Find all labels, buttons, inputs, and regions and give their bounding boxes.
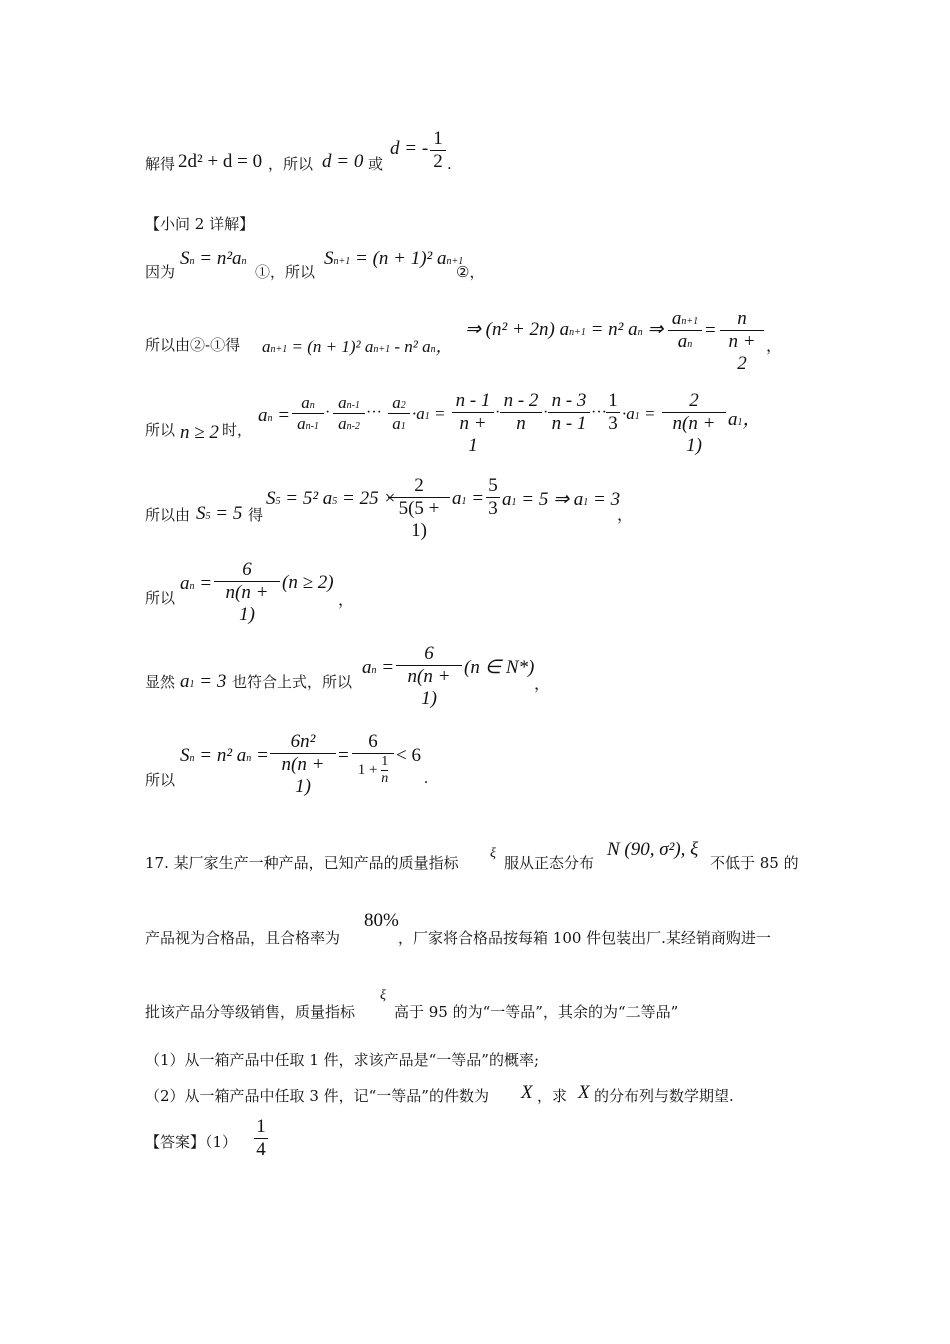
math-expression: ⇒ (n² + 2n) a: [465, 319, 570, 340]
text-period: .: [424, 770, 428, 787]
math-S: S: [266, 488, 276, 509]
fraction-answer: [254, 1116, 268, 1161]
math-condition: n ≥ 2: [180, 422, 219, 443]
fraction-6-nn1: [214, 559, 280, 626]
question-text: ，厂家将合格品按每箱 100 件包装出厂.某经销商购进一: [398, 929, 771, 947]
text-suoyi: 所以: [145, 421, 176, 439]
question-text: 不低于 85 的: [710, 854, 799, 872]
fraction-denominator: n(n + 1): [407, 666, 451, 709]
fraction-chain-2: [333, 393, 365, 434]
math-subscript: n: [246, 753, 252, 764]
math-rhs: = 5: [215, 503, 243, 524]
math-equals: =: [338, 745, 349, 766]
text-xianran: [145, 672, 175, 692]
math-subscript: n+1: [270, 344, 288, 355]
math-a1-term: ·a1 =: [412, 404, 446, 423]
math-subscript: 1: [634, 411, 640, 422]
fraction-denominator: a: [677, 331, 688, 352]
math-implies: [465, 318, 663, 341]
math-dots: [366, 404, 382, 422]
fraction-chain-6: [548, 390, 590, 435]
math-subscript: n-1: [305, 421, 319, 432]
math-diff: an+1 = (n + 1)² an+1 - n² an，: [262, 337, 453, 356]
text-obviously: 显然: [145, 673, 176, 691]
math-sn-last: Sn = n² an =: [180, 745, 269, 766]
math-subscript: n-1: [346, 400, 360, 411]
math-rhs: = n² a: [590, 319, 638, 340]
math-subscript: n: [189, 581, 195, 592]
fraction-numerator: n: [737, 308, 747, 329]
math-arrow: ⇒: [647, 319, 664, 340]
fraction-n-n2: [720, 308, 764, 375]
math-subscript: n: [687, 339, 693, 350]
math-rhs: = (n + 1)² a: [291, 337, 374, 356]
math-subscript: 5: [275, 496, 281, 507]
text-consistent: 也符合上式，所以: [232, 673, 353, 691]
fraction-numerator: a: [338, 393, 347, 412]
math-ellipsis: ···: [366, 404, 382, 421]
math-normal: [607, 839, 698, 861]
math-rhs: = 5² a: [285, 488, 333, 509]
text-get: 得: [248, 506, 264, 524]
text-when: 时，: [222, 421, 253, 439]
math-subscript: n+1: [333, 256, 351, 267]
text-suoyi: 所以: [145, 589, 176, 607]
fraction-denominator: n + 2: [728, 331, 756, 374]
math-subscript: 1: [583, 497, 589, 508]
text-prefix: 所以由②: [145, 336, 206, 354]
math-subscript: n: [309, 400, 315, 411]
circle-2: [456, 262, 484, 282]
math-sn-def: [180, 248, 247, 270]
question-text: （2）从一箱产品中任取 3 件，记“一等品”的件数为: [145, 1087, 489, 1105]
math-cdot: ·: [325, 404, 331, 421]
fraction-numerator: 1: [608, 390, 618, 411]
math-rhs: = n² a: [199, 745, 247, 766]
math-xi: ξ: [490, 846, 496, 861]
text-suoyi-1: [268, 154, 313, 174]
question-text: 高于 95 的为“一等品”，其余的为“二等品”: [394, 1003, 679, 1021]
fraction-6-1n: [352, 731, 394, 787]
fraction-numerator: 2: [414, 475, 424, 496]
math-equals: =: [434, 404, 446, 423]
fraction-chain-1: [292, 393, 324, 434]
fraction-denominator: a: [338, 414, 347, 433]
text-suoyi-9: [145, 770, 175, 790]
math-n-ge-2: [180, 422, 219, 444]
math-equals: =: [471, 488, 485, 509]
text-get: ①得: [210, 336, 241, 354]
text-suoyi: 所以: [145, 771, 176, 789]
fraction-denominator: 2: [433, 151, 443, 172]
math-expression: N (90, σ²), ξ: [607, 839, 699, 860]
math-X: X: [578, 1082, 590, 1103]
fraction-denominator: n: [381, 771, 389, 786]
math-dots: ···: [591, 404, 607, 421]
math-condition: (n ≥ 2): [282, 572, 334, 593]
math-X-1: [521, 1082, 533, 1104]
fraction-numerator: 1: [433, 128, 443, 149]
q17-line-3b: [394, 1002, 678, 1022]
math-subscript: n: [267, 413, 273, 424]
math-xi-2: [380, 988, 386, 1004]
circled-number: ①: [255, 263, 271, 281]
text-shi: [222, 420, 252, 440]
math-a: a: [262, 337, 271, 356]
math-an-eq-2: an =: [362, 657, 395, 678]
math-cond-n-ge-2: [282, 572, 334, 594]
math-s5-calc: [266, 488, 396, 510]
q17-part-1: [145, 1050, 539, 1070]
fraction-denominator: n(n + 1): [281, 754, 325, 797]
text-fuhe: [232, 672, 352, 692]
math-a1-eq: a1 =: [452, 488, 485, 509]
fraction-numerator: 5: [488, 475, 498, 496]
fraction-numerator: 6: [242, 559, 252, 580]
question-text: 17. 某厂家生产一种产品，已知产品的质量指标: [145, 854, 459, 872]
fraction-denominator: n: [516, 413, 526, 434]
math-cdot: ·: [543, 404, 549, 421]
fraction-numerator: 2: [689, 390, 699, 411]
math-subscript: n+1: [569, 327, 586, 338]
math-s5: [196, 503, 242, 525]
fraction-numerator: a: [301, 393, 310, 412]
text-comma-6: ，: [617, 507, 634, 524]
fraction-numerator: 6: [424, 643, 434, 664]
math-a1-eq-3: a1 = 3: [180, 671, 227, 692]
fraction-denominator: 4: [256, 1139, 266, 1160]
text-prefix: 所以由: [145, 506, 191, 524]
question-text: 服从正态分布: [504, 854, 595, 872]
fraction-denominator: n + 1: [459, 413, 487, 456]
fraction-numerator: n - 1: [455, 390, 491, 411]
fraction-denominator: 3: [608, 413, 618, 434]
text-de: [248, 505, 263, 525]
math-X: X: [521, 1082, 533, 1103]
text-huo: [368, 154, 383, 174]
text-comma-8: ，: [534, 676, 551, 693]
math-S: S: [196, 503, 206, 524]
answer-label: 【答案】: [145, 1133, 206, 1151]
math-d-zero: [322, 151, 363, 173]
fraction-an1-an: [668, 308, 702, 353]
fraction-5-3: [486, 475, 500, 520]
math-expression: 2d² + d = 0: [178, 151, 263, 172]
fraction-chain-4: [452, 390, 494, 457]
math-rate: [364, 910, 399, 932]
q17-line-2b: [398, 928, 771, 948]
math-rhs: = 25 ×: [342, 488, 397, 509]
text-because: 因为: [145, 263, 176, 281]
fraction-denominator: 5(5 + 1): [398, 498, 440, 541]
math-xi: ξ: [380, 988, 386, 1003]
question-text: 产品视为合格品，且合格率为: [145, 929, 341, 947]
text-minus: -: [205, 336, 211, 354]
text-or: 或: [368, 155, 384, 173]
math-s5-end: a1 = 5 ⇒ a1 = 3: [502, 489, 621, 510]
math-S: S: [180, 248, 190, 269]
q17-line-1a: [145, 853, 459, 873]
text-period: .: [447, 155, 452, 173]
q17-part-2b: [537, 1086, 567, 1106]
math-subscript: 5: [332, 496, 338, 507]
fraction-one-half: [430, 128, 446, 173]
math-subscript: n: [430, 344, 436, 355]
fraction-chain-8: [662, 390, 726, 457]
math-subscript: n: [189, 256, 195, 267]
math-subscript: n+1: [446, 256, 464, 267]
math-2d2-eq: [178, 151, 262, 173]
text-suoyi-5: [145, 420, 175, 440]
math-rhs: = 3: [199, 671, 227, 692]
math-subscript: 1: [189, 679, 195, 690]
text-suoyiyou: [145, 335, 240, 355]
math-percent: 80%: [364, 910, 399, 931]
text-suoyi: ，所以: [270, 263, 316, 281]
text-period-1: [447, 154, 452, 174]
fraction-numerator: n - 3: [551, 390, 587, 411]
text-suoyi: ，所以: [268, 155, 314, 173]
math-subscript: 1: [424, 411, 430, 422]
math-subscript: n: [371, 665, 377, 676]
fraction-denominator: n(n + 1): [225, 582, 269, 625]
math-equals: =: [705, 320, 716, 341]
math-S: S: [324, 248, 334, 269]
math-subscript: 1: [737, 417, 743, 428]
solution-line-1: [145, 154, 175, 174]
math-sn1-def: [324, 248, 463, 270]
q17-line-1b: [504, 853, 594, 873]
fraction-numerator: 6: [368, 731, 378, 752]
math-minus: - n² a: [394, 337, 431, 356]
math-subscript: n: [189, 753, 195, 764]
math-lt-6: [396, 745, 421, 767]
fraction-denominator: n(n + 1): [672, 413, 716, 456]
fraction-denominator: 1 +: [357, 761, 378, 778]
section-header-2: [145, 214, 254, 234]
math-cond-n-in-N: [464, 656, 534, 679]
question-text: （1）从一箱产品中任取 1 件，求该产品是“一等品”的概率;: [145, 1051, 540, 1069]
fraction-numerator: 1: [381, 754, 389, 769]
fraction-6n2: [270, 731, 336, 798]
answer-line: [145, 1132, 237, 1152]
fraction-numerator: 6n²: [290, 731, 316, 752]
math-subscript: n+1: [681, 316, 699, 327]
math-an-eq: an =: [180, 573, 213, 594]
text-suoyiyou-6: [145, 505, 190, 525]
math-subscript: 1: [400, 421, 406, 432]
math-subscript: 1: [461, 496, 467, 507]
math-rhs: = 3: [593, 489, 621, 510]
fraction-numerator: a: [671, 308, 682, 329]
math-subscript: n: [637, 327, 643, 338]
circle-1: [255, 262, 315, 282]
math-inequality: < 6: [396, 745, 421, 766]
text-comma-4: ，: [766, 338, 783, 355]
circled-number: ②: [456, 263, 470, 281]
question-text: 的分布列与数学期望.: [594, 1087, 734, 1105]
math-an: an =: [258, 405, 291, 426]
q17-part-2a: [145, 1086, 489, 1106]
math-a1-tail: a1，: [728, 409, 762, 430]
text-jiede: 解得: [145, 155, 176, 173]
math-rhs: = 5 ⇒: [521, 489, 569, 510]
fraction-6-nn1-2: [396, 643, 462, 710]
math-subscript: n+1: [373, 344, 391, 355]
math-rhs: = (n + 1)² a: [355, 248, 447, 269]
fraction-numerator: 1: [256, 1116, 266, 1137]
fraction-chain-7: [606, 390, 620, 435]
question-text: ，求: [537, 1087, 568, 1105]
q17-part-2c: [594, 1086, 734, 1106]
section-title: 【小问 2 详解】: [145, 215, 255, 233]
answer-part: （1）: [205, 1133, 238, 1151]
fraction-numerator: a: [392, 393, 401, 412]
question-text: 批该产品分等级销售，质量指标: [145, 1003, 356, 1021]
text-suoyi-7: [145, 588, 175, 608]
q17-line-1c: [710, 853, 799, 873]
math-a1-term: ·a1 =: [622, 404, 656, 423]
text-period-9: [424, 770, 428, 788]
fraction-denominator: a: [297, 414, 306, 433]
q17-line-3a: [145, 1002, 355, 1022]
text-comma: ，: [469, 263, 485, 281]
fraction-denominator: a: [392, 414, 401, 433]
text-comma-7: ，: [338, 592, 355, 609]
math-subscript: 5: [205, 511, 211, 522]
math-rhs: = n²a: [199, 248, 242, 269]
math-condition: (n ∈ N*): [464, 657, 535, 678]
fraction-denominator: n - 1: [551, 413, 587, 434]
math-expression: d = 0: [322, 151, 364, 172]
fraction-chain-3: [388, 393, 410, 434]
math-subscript: 1: [511, 497, 517, 508]
math-cdot: ·: [495, 404, 501, 421]
math-d-minus: [390, 138, 428, 160]
math-subscript: 2: [400, 400, 406, 411]
q17-line-2a: [145, 928, 340, 948]
math-subscript: n-2: [346, 421, 360, 432]
fraction-numerator: n - 2: [503, 390, 539, 411]
fraction-denominator: 3: [488, 498, 498, 519]
math-subscript: n: [241, 256, 247, 267]
math-expression: d = -: [390, 138, 429, 159]
fraction-chain-5: [500, 390, 542, 435]
math-X-2: [578, 1082, 590, 1104]
math-a: a: [258, 405, 268, 426]
fraction-s5: [388, 475, 450, 542]
math-xi-1: [490, 846, 496, 862]
text-yinwei: [145, 262, 175, 282]
